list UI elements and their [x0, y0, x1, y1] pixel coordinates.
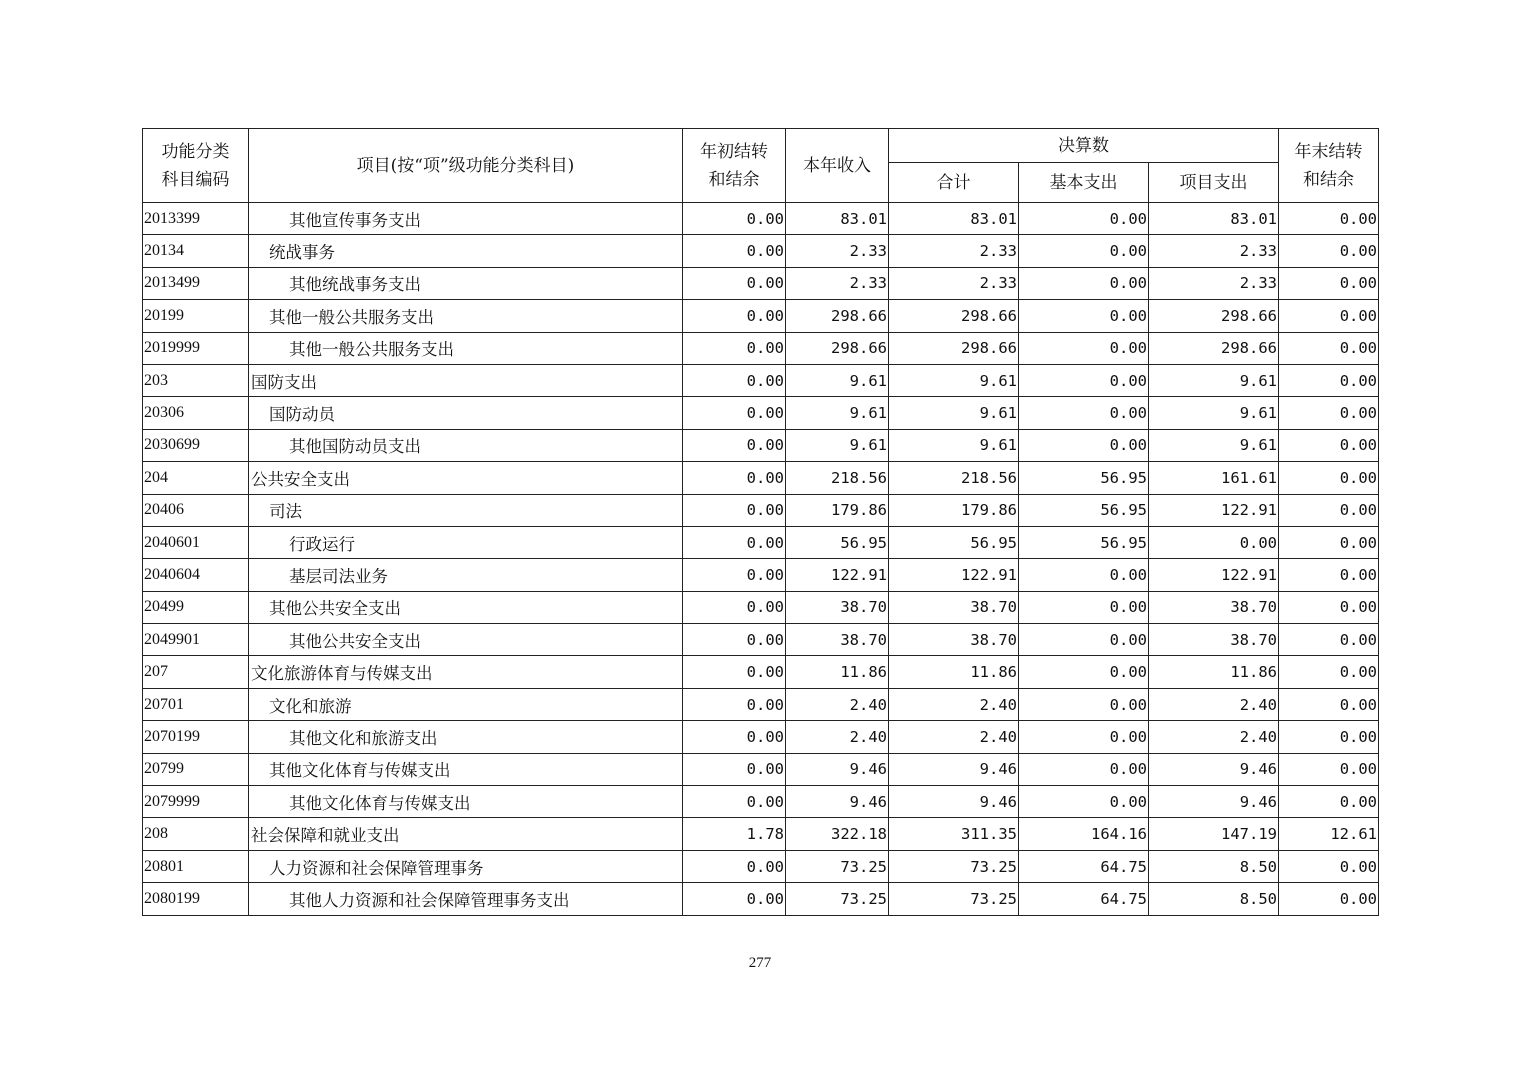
cell-item-name: 司法: [249, 494, 683, 526]
cell-code: 20701: [143, 688, 249, 720]
cell-project: 2.33: [1149, 235, 1279, 267]
cell-item-name: 其他一般公共服务支出: [249, 332, 683, 364]
table-row: [143, 300, 1379, 332]
cell-code: 20199: [143, 300, 249, 332]
cell-income: 38.70: [786, 624, 889, 656]
header-end-balance: 年末结转 和结余: [1279, 129, 1379, 203]
cell-total: 11.86: [889, 656, 1019, 688]
cell-income: 122.91: [786, 559, 889, 591]
cell-item-name: 统战事务: [249, 235, 683, 267]
cell-begin-balance: 0.00: [683, 203, 786, 235]
cell-begin-balance: 0.00: [683, 235, 786, 267]
cell-project: 9.61: [1149, 364, 1279, 396]
cell-begin-balance: 0.00: [683, 883, 786, 915]
cell-income: 9.46: [786, 753, 889, 785]
cell-income: 2.40: [786, 688, 889, 720]
cell-code: 2080199: [143, 883, 249, 915]
cell-begin-balance: 0.00: [683, 591, 786, 623]
cell-end-balance: 0.00: [1279, 591, 1379, 623]
table-row: [143, 332, 1379, 364]
cell-item-name: 文化和旅游: [249, 688, 683, 720]
cell-project: 8.50: [1149, 883, 1279, 915]
cell-end-balance: 0.00: [1279, 624, 1379, 656]
header-basic: 基本支出: [1019, 163, 1149, 203]
cell-income: 9.61: [786, 397, 889, 429]
cell-basic: 0.00: [1019, 364, 1149, 396]
cell-item-name: 其他宣传事务支出: [249, 203, 683, 235]
cell-end-balance: 0.00: [1279, 203, 1379, 235]
cell-code: 203: [143, 364, 249, 396]
cell-basic: 64.75: [1019, 883, 1149, 915]
cell-total: 2.33: [889, 267, 1019, 299]
cell-basic: 0.00: [1019, 429, 1149, 461]
cell-project: 298.66: [1149, 300, 1279, 332]
cell-basic: 0.00: [1019, 786, 1149, 818]
cell-begin-balance: 0.00: [683, 267, 786, 299]
cell-basic: 0.00: [1019, 559, 1149, 591]
table-body: [143, 203, 1379, 916]
cell-item-name: 文化旅游体育与传媒支出: [249, 656, 683, 688]
cell-end-balance: 0.00: [1279, 753, 1379, 785]
cell-total: 9.61: [889, 397, 1019, 429]
cell-income: 179.86: [786, 494, 889, 526]
table-row: [143, 494, 1379, 526]
cell-total: 218.56: [889, 462, 1019, 494]
page-number: 277: [748, 955, 772, 971]
cell-total: 9.61: [889, 429, 1019, 461]
cell-begin-balance: 1.78: [683, 818, 786, 850]
table-row: [143, 429, 1379, 461]
table-row: [143, 559, 1379, 591]
table-row: [143, 850, 1379, 882]
cell-basic: 0.00: [1019, 688, 1149, 720]
cell-total: 298.66: [889, 300, 1019, 332]
cell-item-name: 其他公共安全支出: [249, 591, 683, 623]
cell-total: 179.86: [889, 494, 1019, 526]
cell-project: 0.00: [1149, 526, 1279, 558]
cell-basic: 0.00: [1019, 591, 1149, 623]
cell-basic: 0.00: [1019, 656, 1149, 688]
cell-end-balance: 0.00: [1279, 656, 1379, 688]
cell-income: 322.18: [786, 818, 889, 850]
header-project: 项目支出: [1149, 163, 1279, 203]
cell-basic: 0.00: [1019, 235, 1149, 267]
cell-begin-balance: 0.00: [683, 624, 786, 656]
cell-project: 38.70: [1149, 591, 1279, 623]
cell-basic: 64.75: [1019, 850, 1149, 882]
cell-project: 83.01: [1149, 203, 1279, 235]
cell-income: 2.40: [786, 721, 889, 753]
table-row: [143, 203, 1379, 235]
cell-code: 204: [143, 462, 249, 494]
cell-end-balance: 0.00: [1279, 364, 1379, 396]
cell-code: 2030699: [143, 429, 249, 461]
cell-total: 9.61: [889, 364, 1019, 396]
cell-income: 9.61: [786, 364, 889, 396]
cell-project: 122.91: [1149, 494, 1279, 526]
cell-basic: 0.00: [1019, 267, 1149, 299]
cell-end-balance: 0.00: [1279, 559, 1379, 591]
cell-project: 9.61: [1149, 429, 1279, 461]
cell-code: 208: [143, 818, 249, 850]
cell-code: 207: [143, 656, 249, 688]
header-income: 本年收入: [786, 129, 889, 203]
header-item: 项目(按“项”级功能分类科目): [249, 129, 683, 203]
cell-income: 9.61: [786, 429, 889, 461]
cell-item-name: 国防动员: [249, 397, 683, 429]
cell-basic: 0.00: [1019, 332, 1149, 364]
cell-begin-balance: 0.00: [683, 364, 786, 396]
cell-basic: 56.95: [1019, 462, 1149, 494]
cell-total: 38.70: [889, 624, 1019, 656]
cell-basic: 0.00: [1019, 397, 1149, 429]
cell-total: 9.46: [889, 786, 1019, 818]
cell-code: 20406: [143, 494, 249, 526]
cell-end-balance: 0.00: [1279, 526, 1379, 558]
cell-total: 38.70: [889, 591, 1019, 623]
cell-code: 20801: [143, 850, 249, 882]
table-row: [143, 462, 1379, 494]
cell-income: 2.33: [786, 267, 889, 299]
cell-income: 38.70: [786, 591, 889, 623]
header-total: 合计: [889, 163, 1019, 203]
cell-code: 20134: [143, 235, 249, 267]
cell-income: 11.86: [786, 656, 889, 688]
cell-begin-balance: 0.00: [683, 656, 786, 688]
cell-begin-balance: 0.00: [683, 300, 786, 332]
cell-income: 218.56: [786, 462, 889, 494]
cell-begin-balance: 0.00: [683, 462, 786, 494]
cell-code: 2013399: [143, 203, 249, 235]
cell-total: 73.25: [889, 850, 1019, 882]
cell-project: 9.61: [1149, 397, 1279, 429]
cell-basic: 56.95: [1019, 526, 1149, 558]
table-row: [143, 656, 1379, 688]
cell-end-balance: 12.61: [1279, 818, 1379, 850]
cell-end-balance: 0.00: [1279, 721, 1379, 753]
cell-item-name: 其他人力资源和社会保障管理事务支出: [249, 883, 683, 915]
cell-total: 311.35: [889, 818, 1019, 850]
cell-begin-balance: 0.00: [683, 786, 786, 818]
cell-total: 73.25: [889, 883, 1019, 915]
cell-code: 20306: [143, 397, 249, 429]
cell-project: 122.91: [1149, 559, 1279, 591]
cell-project: 298.66: [1149, 332, 1279, 364]
cell-item-name: 其他一般公共服务支出: [249, 300, 683, 332]
cell-begin-balance: 0.00: [683, 688, 786, 720]
table-row: [143, 688, 1379, 720]
cell-total: 83.01: [889, 203, 1019, 235]
cell-basic: 0.00: [1019, 203, 1149, 235]
cell-income: 73.25: [786, 850, 889, 882]
cell-item-name: 公共安全支出: [249, 462, 683, 494]
cell-income: 56.95: [786, 526, 889, 558]
header-final-group: 决算数: [889, 129, 1279, 163]
cell-total: 56.95: [889, 526, 1019, 558]
cell-code: 2079999: [143, 786, 249, 818]
cell-end-balance: 0.00: [1279, 850, 1379, 882]
cell-project: 161.61: [1149, 462, 1279, 494]
cell-end-balance: 0.00: [1279, 267, 1379, 299]
cell-end-balance: 0.00: [1279, 494, 1379, 526]
table-row: [143, 721, 1379, 753]
cell-end-balance: 0.00: [1279, 786, 1379, 818]
cell-item-name: 其他统战事务支出: [249, 267, 683, 299]
cell-project: 2.40: [1149, 688, 1279, 720]
cell-begin-balance: 0.00: [683, 332, 786, 364]
cell-basic: 56.95: [1019, 494, 1149, 526]
cell-total: 9.46: [889, 753, 1019, 785]
cell-item-name: 其他公共安全支出: [249, 624, 683, 656]
cell-item-name: 社会保障和就业支出: [249, 818, 683, 850]
table-row: [143, 526, 1379, 558]
cell-end-balance: 0.00: [1279, 462, 1379, 494]
cell-item-name: 行政运行: [249, 526, 683, 558]
cell-total: 2.33: [889, 235, 1019, 267]
cell-project: 2.33: [1149, 267, 1279, 299]
cell-code: 2049901: [143, 624, 249, 656]
cell-project: 147.19: [1149, 818, 1279, 850]
cell-income: 9.46: [786, 786, 889, 818]
cell-end-balance: 0.00: [1279, 429, 1379, 461]
cell-item-name: 国防支出: [249, 364, 683, 396]
table-row: [143, 786, 1379, 818]
table-row: [143, 624, 1379, 656]
cell-income: 2.33: [786, 235, 889, 267]
cell-end-balance: 0.00: [1279, 300, 1379, 332]
cell-basic: 0.00: [1019, 721, 1149, 753]
cell-basic: 164.16: [1019, 818, 1149, 850]
table-row: [143, 753, 1379, 785]
cell-income: 298.66: [786, 332, 889, 364]
cell-item-name: 其他文化和旅游支出: [249, 721, 683, 753]
table-row: [143, 364, 1379, 396]
cell-code: 2019999: [143, 332, 249, 364]
cell-code: 2013499: [143, 267, 249, 299]
header-begin-balance: 年初结转 和结余: [683, 129, 786, 203]
cell-begin-balance: 0.00: [683, 494, 786, 526]
expenditure-table: [142, 128, 1379, 916]
cell-total: 122.91: [889, 559, 1019, 591]
table-row: [143, 883, 1379, 915]
cell-begin-balance: 0.00: [683, 429, 786, 461]
cell-item-name: 其他文化体育与传媒支出: [249, 786, 683, 818]
cell-end-balance: 0.00: [1279, 332, 1379, 364]
cell-item-name: 其他国防动员支出: [249, 429, 683, 461]
cell-code: 2040601: [143, 526, 249, 558]
cell-item-name: 人力资源和社会保障管理事务: [249, 850, 683, 882]
table-row: [143, 591, 1379, 623]
table-row: [143, 267, 1379, 299]
cell-income: 83.01: [786, 203, 889, 235]
cell-begin-balance: 0.00: [683, 397, 786, 429]
cell-project: 9.46: [1149, 753, 1279, 785]
cell-code: 20799: [143, 753, 249, 785]
cell-total: 2.40: [889, 688, 1019, 720]
expenditure-table-container: [142, 128, 1378, 916]
cell-total: 298.66: [889, 332, 1019, 364]
cell-basic: 0.00: [1019, 300, 1149, 332]
cell-income: 73.25: [786, 883, 889, 915]
cell-end-balance: 0.00: [1279, 688, 1379, 720]
cell-begin-balance: 0.00: [683, 559, 786, 591]
cell-project: 38.70: [1149, 624, 1279, 656]
cell-basic: 0.00: [1019, 624, 1149, 656]
cell-begin-balance: 0.00: [683, 526, 786, 558]
cell-basic: 0.00: [1019, 753, 1149, 785]
cell-project: 2.40: [1149, 721, 1279, 753]
cell-code: 2070199: [143, 721, 249, 753]
cell-end-balance: 0.00: [1279, 397, 1379, 429]
cell-item-name: 基层司法业务: [249, 559, 683, 591]
cell-income: 298.66: [786, 300, 889, 332]
cell-begin-balance: 0.00: [683, 753, 786, 785]
table-row: [143, 235, 1379, 267]
cell-end-balance: 0.00: [1279, 235, 1379, 267]
cell-code: 2040604: [143, 559, 249, 591]
cell-begin-balance: 0.00: [683, 721, 786, 753]
cell-item-name: 其他文化体育与传媒支出: [249, 753, 683, 785]
cell-project: 11.86: [1149, 656, 1279, 688]
table-row: [143, 397, 1379, 429]
cell-project: 9.46: [1149, 786, 1279, 818]
table-header: [143, 129, 1379, 203]
cell-total: 2.40: [889, 721, 1019, 753]
cell-begin-balance: 0.00: [683, 850, 786, 882]
cell-project: 8.50: [1149, 850, 1279, 882]
header-code: 功能分类 科目编码: [143, 129, 249, 203]
cell-code: 20499: [143, 591, 249, 623]
table-row: [143, 818, 1379, 850]
cell-end-balance: 0.00: [1279, 883, 1379, 915]
